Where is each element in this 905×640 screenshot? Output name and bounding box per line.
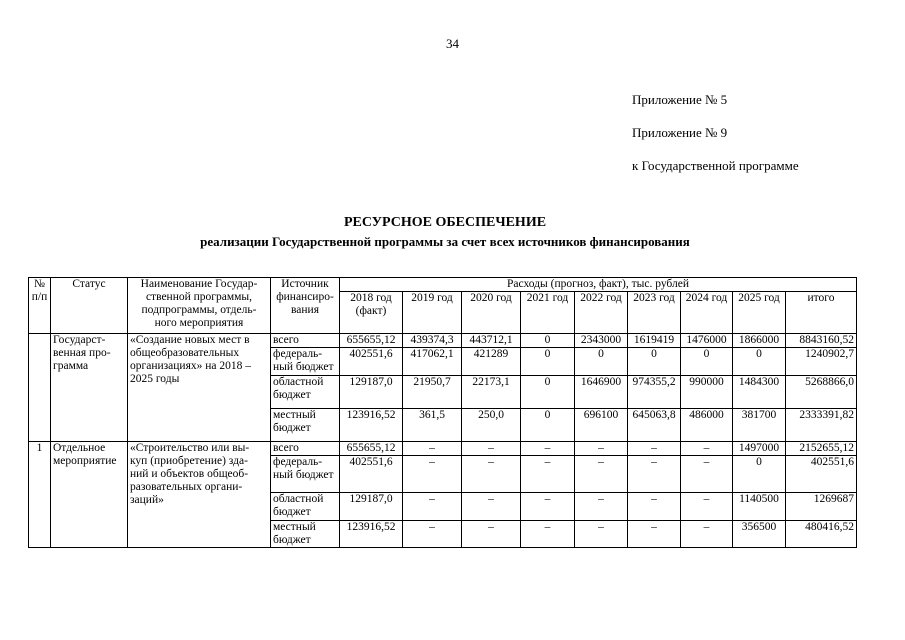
year-value: – [681,442,733,456]
year-value: – [575,456,628,493]
year-value: – [575,521,628,548]
year-value: 439374,3 [403,334,462,348]
year-value: 21950,7 [403,376,462,409]
document-subtitle: реализации Государственной программы за счет всех источников финансирования [200,234,690,249]
year-value: 1140500 [733,493,786,521]
year-value: – [628,521,681,548]
year-value: 655655,12 [340,442,403,456]
year-value: – [521,456,575,493]
year-value: 402551,6 [340,348,403,376]
row-number [29,334,51,442]
year-value: 696100 [575,409,628,442]
appendix-line-1: Приложение № 5 [632,92,728,107]
total-value: 5268866,0 [786,376,857,409]
year-value: 0 [521,348,575,376]
row-program-name: «Строительство или вы- куп (приобретение) зда- ний и объектов общеоб- разовательных органи- заций» [128,442,271,548]
year-value: 129187,0 [340,376,403,409]
year-value: – [403,493,462,521]
page-number: 34 [446,36,459,51]
year-value: – [628,493,681,521]
year-value: 1866000 [733,334,786,348]
total-value: 2333391,82 [786,409,857,442]
year-value: – [575,442,628,456]
year-value: – [681,521,733,548]
year-value: 381700 [733,409,786,442]
year-value: 0 [628,348,681,376]
header-year: 2025 год [733,292,786,334]
total-value: 1240902,7 [786,348,857,376]
header-year: 2019 год [403,292,462,334]
year-value: – [521,521,575,548]
year-value: 1484300 [733,376,786,409]
year-value: 123916,52 [340,521,403,548]
year-value: 0 [733,456,786,493]
year-value: 1497000 [733,442,786,456]
year-value: 22173,1 [462,376,521,409]
year-value: – [462,493,521,521]
year-value: – [681,493,733,521]
row-program-name: «Создание новых мест в общеобразовательных организациях» на 2018 – 2025 годы [128,334,271,442]
appendix-line-3: к Государственной программе [632,158,799,173]
year-value: 1476000 [681,334,733,348]
funding-source: областной бюджет [271,376,340,409]
year-value: 0 [575,348,628,376]
funding-source: всего [271,442,340,456]
year-value: – [462,456,521,493]
year-value: – [462,521,521,548]
year-value: 0 [681,348,733,376]
header-source: Источник финансиро- вания [271,278,340,334]
year-value: 990000 [681,376,733,409]
year-value: – [403,521,462,548]
year-value: 0 [521,409,575,442]
header-expenses: Расходы (прогноз, факт), тыс. рублей [340,278,857,292]
total-value: 1269687 [786,493,857,521]
header-status: Статус [51,278,128,334]
funding-source: всего [271,334,340,348]
year-value: – [628,442,681,456]
header-year: 2020 год [462,292,521,334]
row-status: Отдельное мероприятие [51,442,128,548]
total-value: 2152655,12 [786,442,857,456]
resource-table [28,277,857,548]
year-value: – [462,442,521,456]
row-status: Государст- венная про- грамма [51,334,128,442]
year-value: – [681,456,733,493]
total-value: 8843160,52 [786,334,857,348]
year-value: 486000 [681,409,733,442]
total-value: 480416,52 [786,521,857,548]
funding-source: областной бюджет [271,493,340,521]
year-value: 2343000 [575,334,628,348]
year-value: 0 [521,376,575,409]
funding-source: местный бюджет [271,521,340,548]
year-value: – [403,456,462,493]
appendix-line-2: Приложение № 9 [632,125,728,140]
year-value: 129187,0 [340,493,403,521]
year-value: 417062,1 [403,348,462,376]
year-value: – [521,442,575,456]
year-value: – [403,442,462,456]
document-title: РЕСУРСНОЕ ОБЕСПЕЧЕНИЕ [343,215,547,230]
year-value: 421289 [462,348,521,376]
year-value: 0 [733,348,786,376]
year-value: – [575,493,628,521]
year-value: 123916,52 [340,409,403,442]
header-year: 2023 год [628,292,681,334]
year-value: 1619419 [628,334,681,348]
header-year: 2022 год [575,292,628,334]
year-value: – [521,493,575,521]
header-year: 2024 год [681,292,733,334]
year-value: – [628,456,681,493]
year-value: 250,0 [462,409,521,442]
year-value: 974355,2 [628,376,681,409]
header-year: 2021 год [521,292,575,334]
header-num: № п/п [29,278,51,334]
funding-source: федераль- ный бюджет [271,456,340,493]
total-value: 402551,6 [786,456,857,493]
header-total: итого [786,292,857,334]
year-value: 1646900 [575,376,628,409]
header-year: 2018 год (факт) [340,292,403,334]
year-value: 645063,8 [628,409,681,442]
funding-source: местный бюджет [271,409,340,442]
year-value: 0 [521,334,575,348]
year-value: 655655,12 [340,334,403,348]
header-name: Наименование Государ- ственной программы, подпрограммы, отдель- ного мероприятия [128,278,271,334]
year-value: 402551,6 [340,456,403,493]
year-value: 356500 [733,521,786,548]
year-value: 361,5 [403,409,462,442]
row-number: 1 [29,442,51,548]
funding-source: федераль- ный бюджет [271,348,340,376]
year-value: 443712,1 [462,334,521,348]
